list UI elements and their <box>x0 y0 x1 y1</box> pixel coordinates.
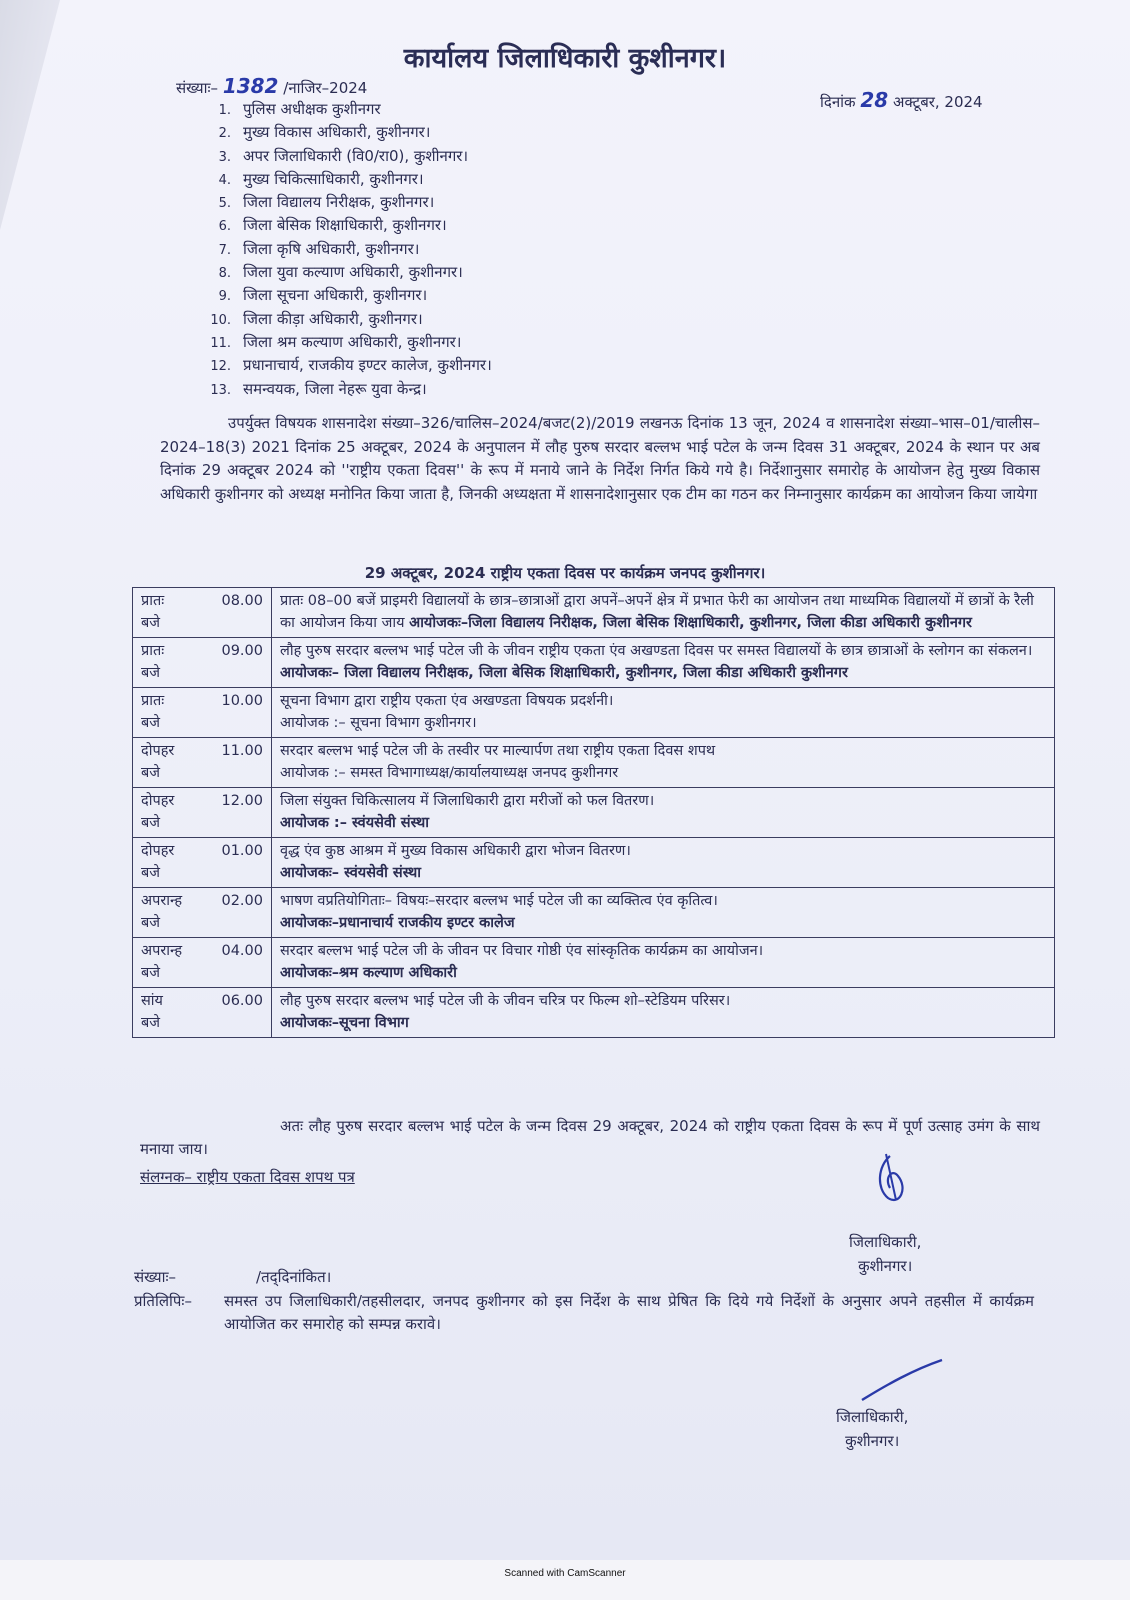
time-cell: प्रातः 09.00 बजे <box>133 638 272 688</box>
time-cell: दोपहर 12.00 बजे <box>133 788 272 838</box>
program-cell: सरदार बल्लभ भाई पटेल जी के तस्वीर पर माल्यार्पण तथा राष्ट्रीय एकता दिवस शपथ आयोजक :– समस्त विभागाध्यक्ष/कार्यालयाध्यक्ष जनपद कुशीनगर <box>272 738 1055 788</box>
recipient-item: 8. जिला युवा कल्याण अधिकारी, कुशीनगर। <box>218 263 463 282</box>
program-cell: वृद्ध एंव कुष्ठ आश्रम में मुख्य विकास अधिकारी द्वारा भोजन वितरण। आयोजकः– स्वंयसेवी संस्था <box>272 838 1055 888</box>
program-cell: भाषण वप्रतियोगिताः– विषयः–सरदार बल्लभ भाई पटेल जी का व्यक्तित्व एंव कृतित्व। आयोजकः–प्रधानाचार्य राजकीय इण्टर कालेज <box>272 888 1055 938</box>
recipient-item: 11. जिला श्रम कल्याण अधिकारी, कुशीनगर। <box>210 332 462 351</box>
table-row <box>133 938 1055 988</box>
copy-number: संख्याः– /तद्‌दिनांकित। <box>134 1268 332 1286</box>
recipient-item: 1. पुलिस अधीक्षक कुशीनगर <box>218 100 381 118</box>
signature-stroke <box>858 1356 948 1406</box>
recipient-item: 6. जिला बेसिक शिक्षाधिकारी, कुशीनगर। <box>218 216 447 235</box>
time-cell: अपरान्ह 04.00 बजे <box>133 938 272 988</box>
recipient-item: 3. अपर जिलाधिकारी (वि0/रा0), कुशीनगर। <box>218 146 469 165</box>
program-cell: लौह पुरुष सरदार बल्लभ भाई पटेल जी के जीवन राष्ट्रीय एकता एंव अखण्डता दिवस पर समस्त विद्यालयों के छात्र छात्राओं के स्लोगन का संकलन। आयोजकः– जिला विद्यालय निरीक्षक, जिला बेसिक शिक्षाधिकारी, कुशीनगर, जिला कीडा अधिकारी कुशीनगर <box>272 638 1055 688</box>
table-row <box>133 888 1055 938</box>
signature-block-1: जिलाधिकारी, कुशीनगर। <box>849 1233 922 1275</box>
recipient-item: 2. मुख्य विकास अधिकारी, कुशीनगर। <box>218 123 431 142</box>
time-cell: दोपहर 11.00 बजे <box>133 738 272 788</box>
handwritten-date-day: 28 <box>860 88 889 112</box>
handwritten-letter-number: 1382 <box>222 74 279 98</box>
copy-to: प्रतिलिपिः– समस्त उप जिलाधिकारी/तहसीलदार, जनपद कुशीनगर को इस निर्देश के साथ प्रेषित कि दिये गये निर्देशों के अनुसार अपने तहसील में कार्यक्रम आयोजित कर समारोह को सम्पन्न करावे। <box>134 1292 1034 1333</box>
body-paragraph: उपर्युक्त विषयक शासनादेश संख्या–326/चालिस–2024/बजट(2)/2019 लखनऊ दिनांक 13 जून, 2024 व शासनादेश संख्या–भास–01/चालीस–2024–18(3) 2021 दिनांक 25 अक्टूबर, 2024 के अनुपालन में लौह पुरुष सरदार बल्लभ भाई पटेल के जन्म दिवस 31 अक्टूबर, 2024 के स्थान पर अब दिनांक 29 अक्टूबर 2024 को ''राष्ट्रीय एकता दिवस'' के रूप में मनाये जाने के निर्देश निर्गत किये गये है। निर्देशानुसार समारोह के आयोजन हेतु मुख्य विकास अधिकारी कुशीनगर को अध्यक्ष मनोनित किया जाता है, जिनकी अध्यक्षता में शासनादेशानुसार एक टीम का गठन कर निम्नानुसार कार्यक्रम का आयोजन किया जायेगा <box>160 414 1040 503</box>
recipient-item: 10. जिला कीड़ा अधिकारी, कुशीनगर। <box>210 309 423 328</box>
recipient-item: 7. जिला कृषि अधिकारी, कुशीनगर। <box>218 239 420 258</box>
time-cell: प्रातः 10.00 बजे <box>133 688 272 738</box>
time-cell: सांय 06.00 बजे <box>133 988 272 1038</box>
recipients-list <box>195 99 492 402</box>
closing-paragraph: अतः लौह पुरुष सरदार बल्लभ भाई पटेल के जन्म दिवस 29 अक्टूबर, 2024 को राष्ट्रीय एकता दिवस के रूप में पूर्ण उत्साह उमंग के साथ मनाया जाय। <box>140 1117 1040 1158</box>
letter-number: संख्याः– 1382 /नाजिर–2024 <box>176 74 368 98</box>
program-cell: जिला संयुक्त चिकित्सालय में जिलाधिकारी द्वारा मरीजों को फल वितरण। आयोजक :– स्वंयसेवी संस्था <box>272 788 1055 838</box>
table-row <box>133 688 1055 738</box>
program-cell: लौह पुरुष सरदार बल्लभ भाई पटेल जी के जीवन चरित्र पर फिल्म शो–स्टेडियम परिसर। आयोजकः–सूचना विभाग <box>272 988 1055 1038</box>
table-row <box>133 738 1055 788</box>
program-cell: सरदार बल्लभ भाई पटेल जी के जीवन पर विचार गोष्ठी एंव सांस्कृतिक कार्यक्रम का आयोजन। आयोजकः–श्रम कल्याण अधिकारी <box>272 938 1055 988</box>
recipient-item: 5. जिला विद्यालय निरीक्षक, कुशीनगर। <box>218 193 435 212</box>
table-row <box>133 588 1055 638</box>
table-row <box>133 988 1055 1038</box>
table-row <box>133 838 1055 888</box>
recipient-item: 13. समन्वयक, जिला नेहरू युवा केन्द्र। <box>210 379 427 398</box>
recipient-item: 4. मुख्य चिकित्साधिकारी, कुशीनगर। <box>218 169 424 188</box>
recipient-item: 12. प्रधानाचार्य, राजकीय इण्टर कालेज, कुशीनगर। <box>210 356 492 375</box>
signature-initial <box>868 1148 918 1208</box>
schedule-table <box>132 587 1055 1038</box>
table-row <box>133 638 1055 688</box>
signature-block-2: जिलाधिकारी, कुशीनगर। <box>836 1408 909 1450</box>
letter-date: दिनांक 28 अक्टूबर, 2024 <box>820 88 983 112</box>
time-cell: अपरान्ह 02.00 बजे <box>133 888 272 938</box>
schedule-title: 29 अक्टूबर, 2024 राष्ट्रीय एकता दिवस पर कार्यक्रम जनपद कुशीनगर। <box>364 564 766 582</box>
recipient-item: 9. जिला सूचना अधिकारी, कुशीनगर। <box>218 286 428 305</box>
time-cell: दोपहर 01.00 बजे <box>133 838 272 888</box>
program-cell: सूचना विभाग द्वारा राष्ट्रीय एकता एंव अखण्डता विषयक प्रदर्शनी। आयोजक :– सूचना विभाग कुशीनगर। <box>272 688 1055 738</box>
table-row <box>133 788 1055 838</box>
attachment-note: संलग्नक– राष्ट्रीय एकता दिवस शपथ पत्र <box>140 1168 355 1186</box>
time-cell: प्रातः 08.00 बजे <box>133 588 272 638</box>
program-cell: प्रातः 08–00 बजें प्राइमरी विद्यालयों के छात्र–छात्राओं द्वारा अपनें–अपनें क्षेत्र में प्रभात फेरी का आयोजन तथा माध्यमिक विद्यालयों में छात्रों के रैली का आयोजन किया जाय आयोजकः–जिला विद्यालय निरीक्षक, जिला बेसिक शिक्षाधिकारी, कुशीनगर, जिला कीडा अधिकारी कुशीनगर <box>272 588 1055 638</box>
office-title: कार्यालय जिलाधिकारी कुशीनगर। <box>403 43 727 74</box>
scanner-watermark: Scanned with CamScanner <box>504 1568 626 1579</box>
